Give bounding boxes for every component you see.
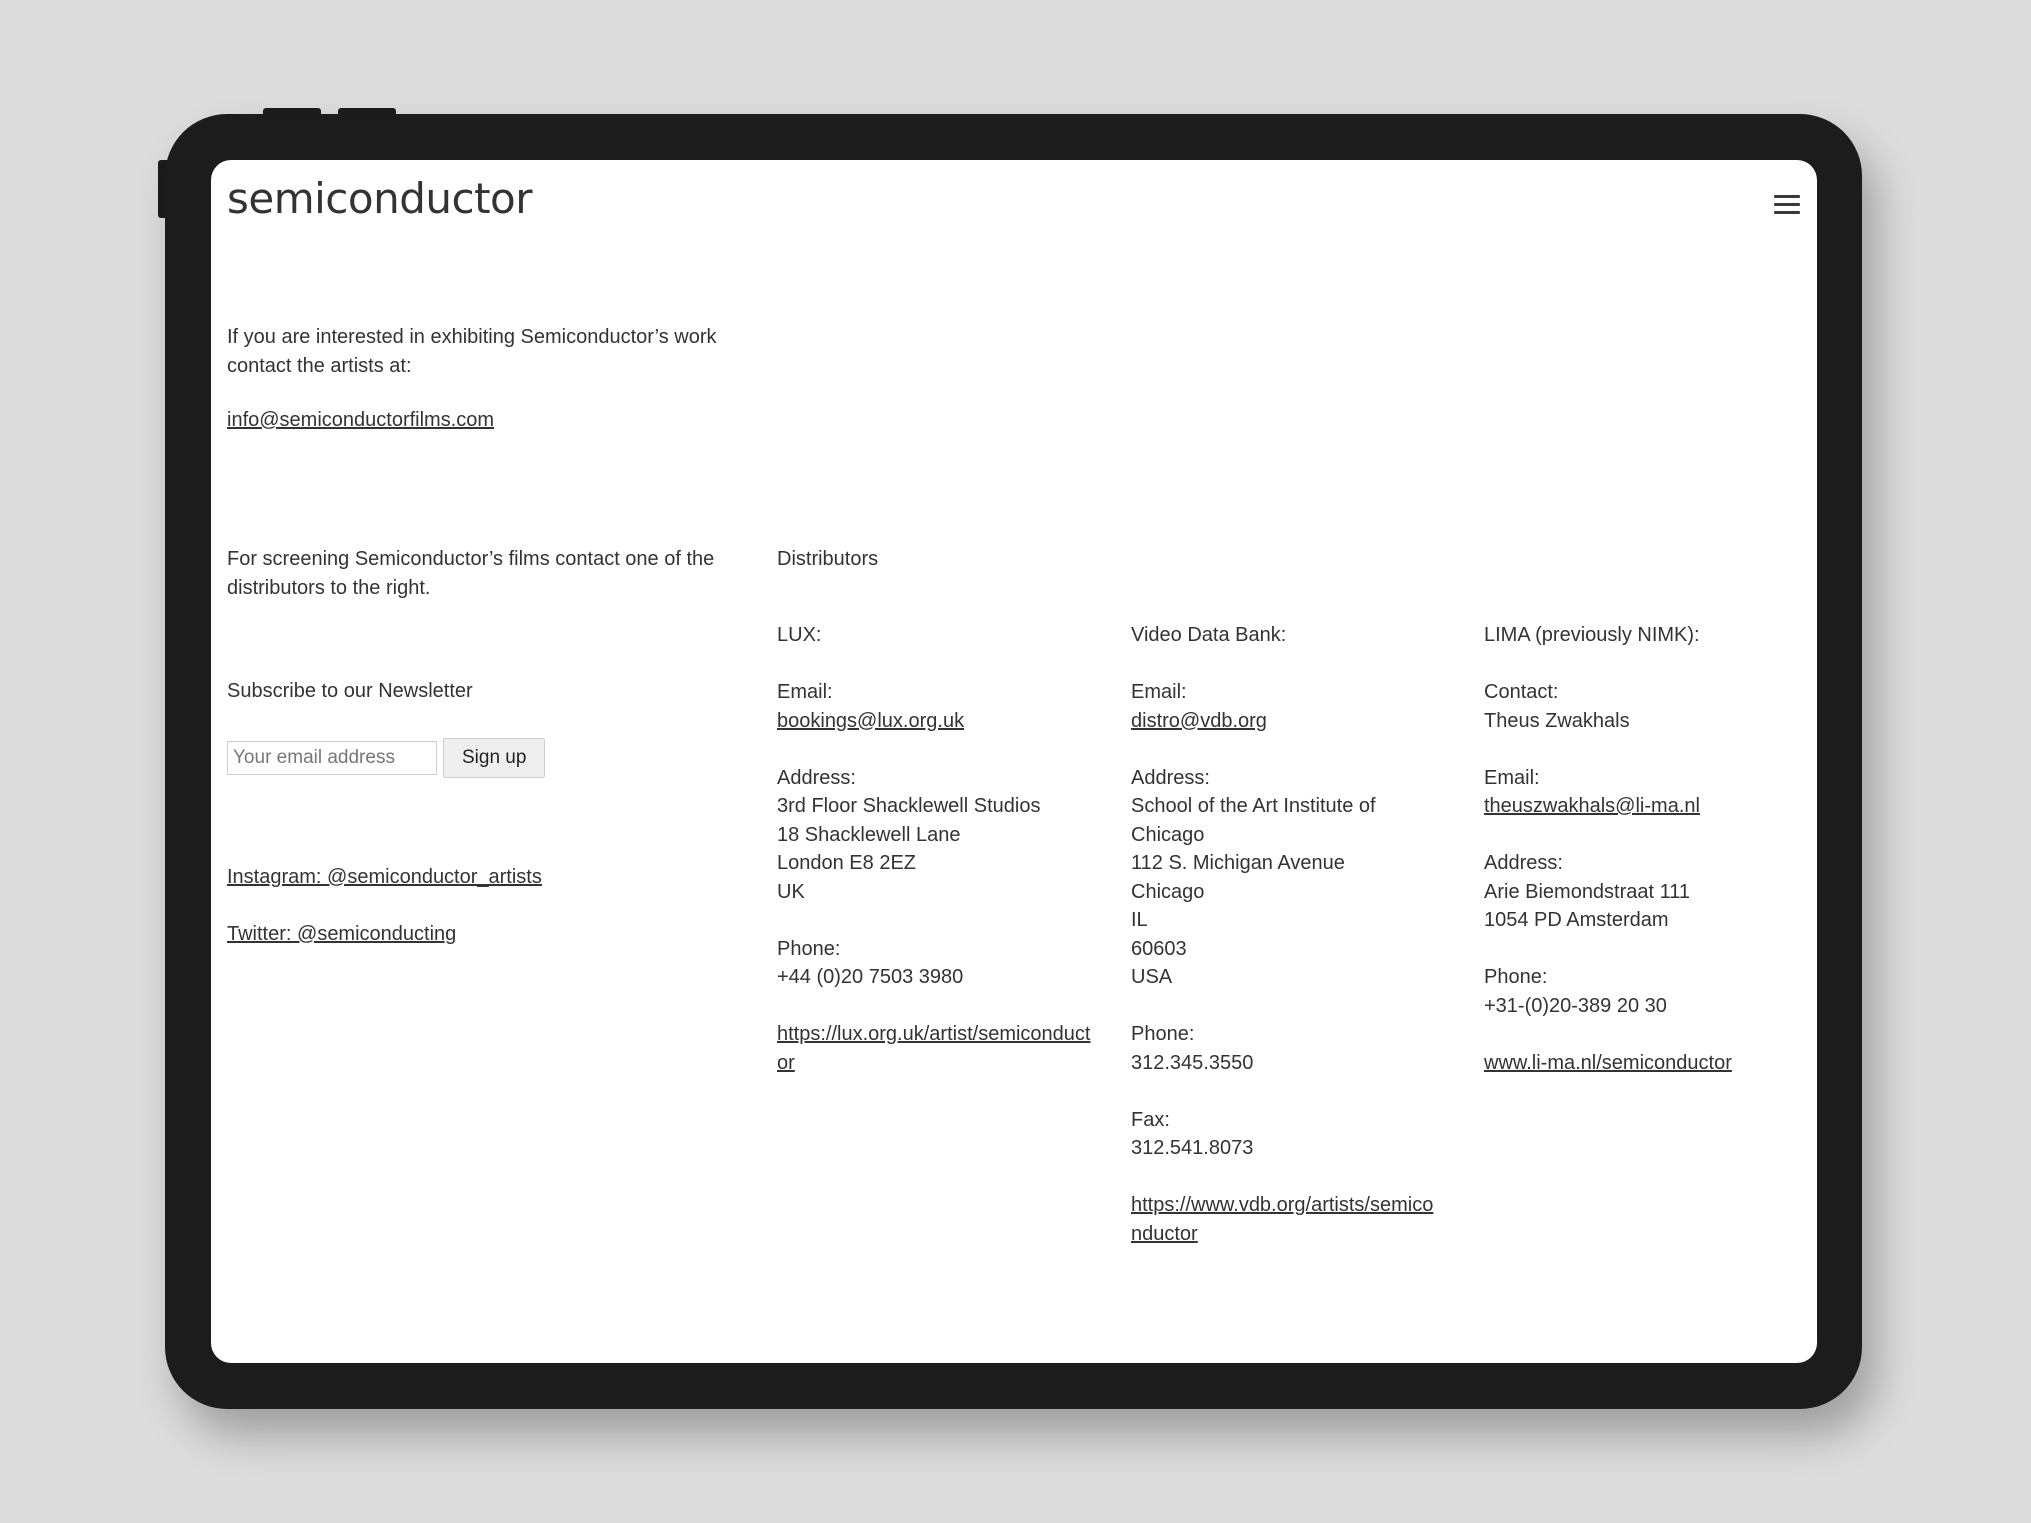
address-line: Arie Biemondstraat 111 <box>1484 880 1691 903</box>
fax-value: 312.541.8073 <box>1131 1137 1254 1159</box>
distributor-lux <box>777 621 1107 1077</box>
lima-website-link[interactable]: www.li-ma.nl/semiconductor <box>1484 1051 1732 1074</box>
distributor-name: LIMA (previously NIMK): <box>1484 624 1700 646</box>
distributor-lima <box>1484 621 1804 1077</box>
distributor-vdb <box>1131 621 1461 1248</box>
phone-label: Phone: <box>1131 1023 1195 1045</box>
screening-intro-line: distributors to the right. <box>227 576 431 599</box>
newsletter-email-input[interactable] <box>227 741 437 775</box>
phone-value: 312.345.3550 <box>1131 1051 1254 1074</box>
address-line: UK <box>777 880 805 903</box>
exhibit-intro-line: contact the artists at: <box>227 354 412 377</box>
address-label: Address: <box>1484 852 1563 874</box>
twitter-link[interactable]: Twitter: @semiconducting <box>227 923 457 945</box>
address-line: London E8 2EZ <box>777 852 916 874</box>
email-label: Email: <box>1131 681 1187 703</box>
address-label: Address: <box>1131 766 1210 789</box>
screening-intro-line: For screening Semiconductor’s films contact one of the <box>227 548 715 570</box>
address-line: USA <box>1131 966 1173 988</box>
address-line: 18 Shacklewell Lane <box>777 823 961 846</box>
address-label: Address: <box>777 766 856 789</box>
page-screen <box>211 160 1817 1363</box>
signup-button[interactable]: Sign up <box>443 738 545 778</box>
address-line: School of the Art Institute of <box>1131 795 1376 817</box>
distributor-name: LUX: <box>777 624 822 646</box>
address-line: 1054 PD Amsterdam <box>1484 909 1669 931</box>
newsletter-heading: Subscribe to our Newsletter <box>227 680 473 702</box>
email-label: Email: <box>1484 766 1540 789</box>
lima-email-link[interactable]: theuszwakhals@li-ma.nl <box>1484 795 1700 817</box>
exhibit-email-link[interactable]: info@semiconductorfilms.com <box>227 409 495 431</box>
lux-website-link[interactable]: https://lux.org.uk/artist/semiconductor <box>777 1023 1091 1074</box>
address-line: 112 S. Michigan Avenue <box>1131 852 1345 874</box>
fax-label: Fax: <box>1131 1108 1170 1131</box>
distributors-heading: Distributors <box>777 548 879 570</box>
exhibit-intro <box>227 323 717 380</box>
address-line: Chicago <box>1131 880 1205 903</box>
address-line: IL <box>1131 909 1148 931</box>
email-label: Email: <box>777 681 833 703</box>
phone-label: Phone: <box>1484 966 1548 988</box>
vdb-website-link[interactable]: https://www.vdb.org/artists/semiconductor <box>1131 1194 1434 1245</box>
address-line: 3rd Floor Shacklewell Studios <box>777 795 1041 817</box>
vdb-email-link[interactable]: distro@vdb.org <box>1131 709 1267 732</box>
lux-email-link[interactable]: bookings@lux.org.uk <box>777 709 965 732</box>
phone-value: +31-(0)20-389 20 30 <box>1484 994 1667 1017</box>
phone-value: +44 (0)20 7503 3980 <box>777 966 964 988</box>
newsletter-form <box>227 738 545 778</box>
distributor-name: Video Data Bank: <box>1131 624 1287 646</box>
site-logo[interactable]: semiconductor <box>227 174 533 223</box>
screening-intro <box>227 545 714 602</box>
instagram-link[interactable]: Instagram: @semiconductor_artists <box>227 866 542 888</box>
phone-label: Phone: <box>777 937 841 960</box>
exhibit-intro-line: If you are interested in exhibiting Semiconductor’s work <box>227 326 717 348</box>
contact-label: Contact: <box>1484 681 1559 703</box>
address-line: 60603 <box>1131 937 1187 960</box>
contact-name: Theus Zwakhals <box>1484 709 1630 732</box>
hamburger-menu-icon[interactable] <box>1774 195 1800 217</box>
address-line: Chicago <box>1131 823 1205 846</box>
